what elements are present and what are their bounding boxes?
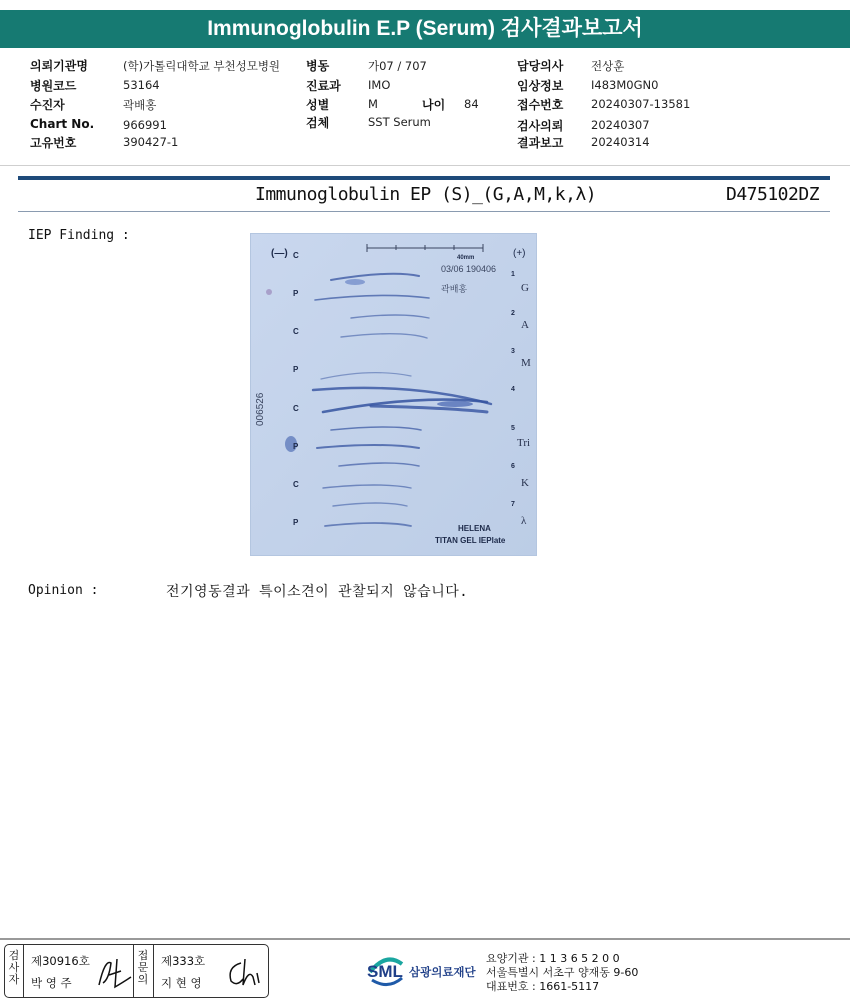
test-name: Immunoglobulin EP (S)_(G,A,M,k,λ) [255,184,597,205]
chart-value: 966991 [123,118,167,132]
gel-lane-number: 2 [511,310,515,317]
confirm-name: 지 현 영 [161,976,202,990]
org-phone: 대표번호 : 1661-5117 [486,980,600,993]
gel-patient-name: 곽배홍 [441,284,468,294]
gel-lane-label: P [293,289,299,298]
gel-minus-label: (—) [271,248,288,259]
gel-product: TITAN GEL IEPlate [435,536,506,545]
age-value: 84 [464,97,479,111]
gel-lane-label: P [293,365,299,374]
gel-lane-label: C [293,327,299,336]
gel-antiserum: λ [521,515,527,527]
report-label: 결과보고 [517,136,564,150]
gel-drawing [251,234,537,556]
gel-antiserum: K [521,477,529,489]
divider [133,945,134,997]
unique-label: 고유번호 [30,136,77,150]
gel-antiserum: G [521,282,529,294]
gel-plus-label: (+) [513,248,526,259]
divider [23,945,24,997]
gel-antiserum: Tri [517,437,531,449]
gel-lane-number: 3 [511,348,515,355]
ward-value: 가07 / 707 [368,59,427,73]
footer-divider [0,938,850,940]
patient-label: 수진자 [30,98,65,112]
tester-label: 검사자 [8,949,20,986]
divider [0,165,850,166]
gel-lane-label: C [293,480,299,489]
report-title: Immunoglobulin E.P (Serum) 검사결과보고서 [0,10,850,48]
receipt-value: 20240307-13581 [591,97,691,111]
tester-number: 제30916호 [31,954,90,968]
report-value: 20240314 [591,135,650,149]
opinion-label: Opinion : [28,583,99,598]
age-label: 나이 [422,98,446,112]
dept-value: IMO [368,78,391,92]
iep-finding-label: IEP Finding : [28,228,130,243]
divider [153,945,154,997]
chart-label: Chart No. [30,117,95,131]
gel-date-id: 03/06 190406 [441,264,497,274]
gel-lane-number: 5 [511,425,515,432]
sex-value: M [368,97,378,111]
gel-brand: HELENA [458,524,491,533]
logo-text: SML [367,962,403,981]
signature-box [4,944,269,998]
dept-label: 진료과 [306,79,341,93]
gel-lane-number: 7 [511,501,515,508]
tester-name: 박 영 주 [31,976,72,990]
gel-antiserum: A [521,319,529,331]
gel-lane-label: P [293,518,299,527]
gel-lane-label: C [293,404,299,413]
test-code: D475102DZ [726,184,820,205]
gel-scale-label: 40mm [457,255,475,261]
patient-info [0,55,850,155]
opinion-text: 전기영동결과 특이소견이 관찰되지 않습니다. [166,584,469,600]
clinical-label: 임상정보 [517,79,564,93]
org-name: 삼광의료재단 [409,965,476,979]
gel-antiserum: M [521,357,531,369]
gel-lane-label: P [293,442,299,451]
hospital-code-value: 53164 [123,78,160,92]
unique-value: 390427-1 [123,135,179,149]
sex-label: 성별 [306,98,330,112]
hospital-code-label: 병원코드 [30,79,77,93]
request-value: 20240307 [591,118,650,132]
gel-side-id: 006526 [255,392,266,426]
institution-label: 의뢰기관명 [30,59,88,73]
org-address: 서울특별시 서초구 양재동 9-60 [486,966,639,979]
iep-gel-image [250,233,537,556]
doctor-value: 전상훈 [591,59,625,73]
confirm-signature-icon [225,955,263,991]
sml-logo [364,950,484,994]
org-code: 요양기관 : 1 1 3 6 5 2 0 0 [486,952,620,965]
receipt-label: 접수번호 [517,98,564,112]
gel-lane-number: 6 [511,463,515,470]
org-info [486,952,638,994]
confirm-label: 접문의 [137,949,149,986]
gel-lane-number: 1 [511,271,515,278]
divider-blue [18,176,830,180]
confirm-number: 제333호 [161,954,206,968]
gel-lane-number: 4 [511,386,515,393]
request-label: 검사의뢰 [517,119,564,133]
specimen-label: 검체 [306,116,330,130]
tester-signature-icon [95,953,135,991]
institution-value: (학)가톨릭대학교 부천성모병원 [123,59,281,73]
clinical-value: I483M0GN0 [591,78,659,92]
doctor-label: 담당의사 [517,59,564,73]
ward-label: 병동 [306,59,330,73]
specimen-value: SST Serum [368,115,431,129]
divider [18,211,830,212]
gel-lane-label: C [293,251,299,260]
patient-value: 곽배홍 [123,98,157,112]
